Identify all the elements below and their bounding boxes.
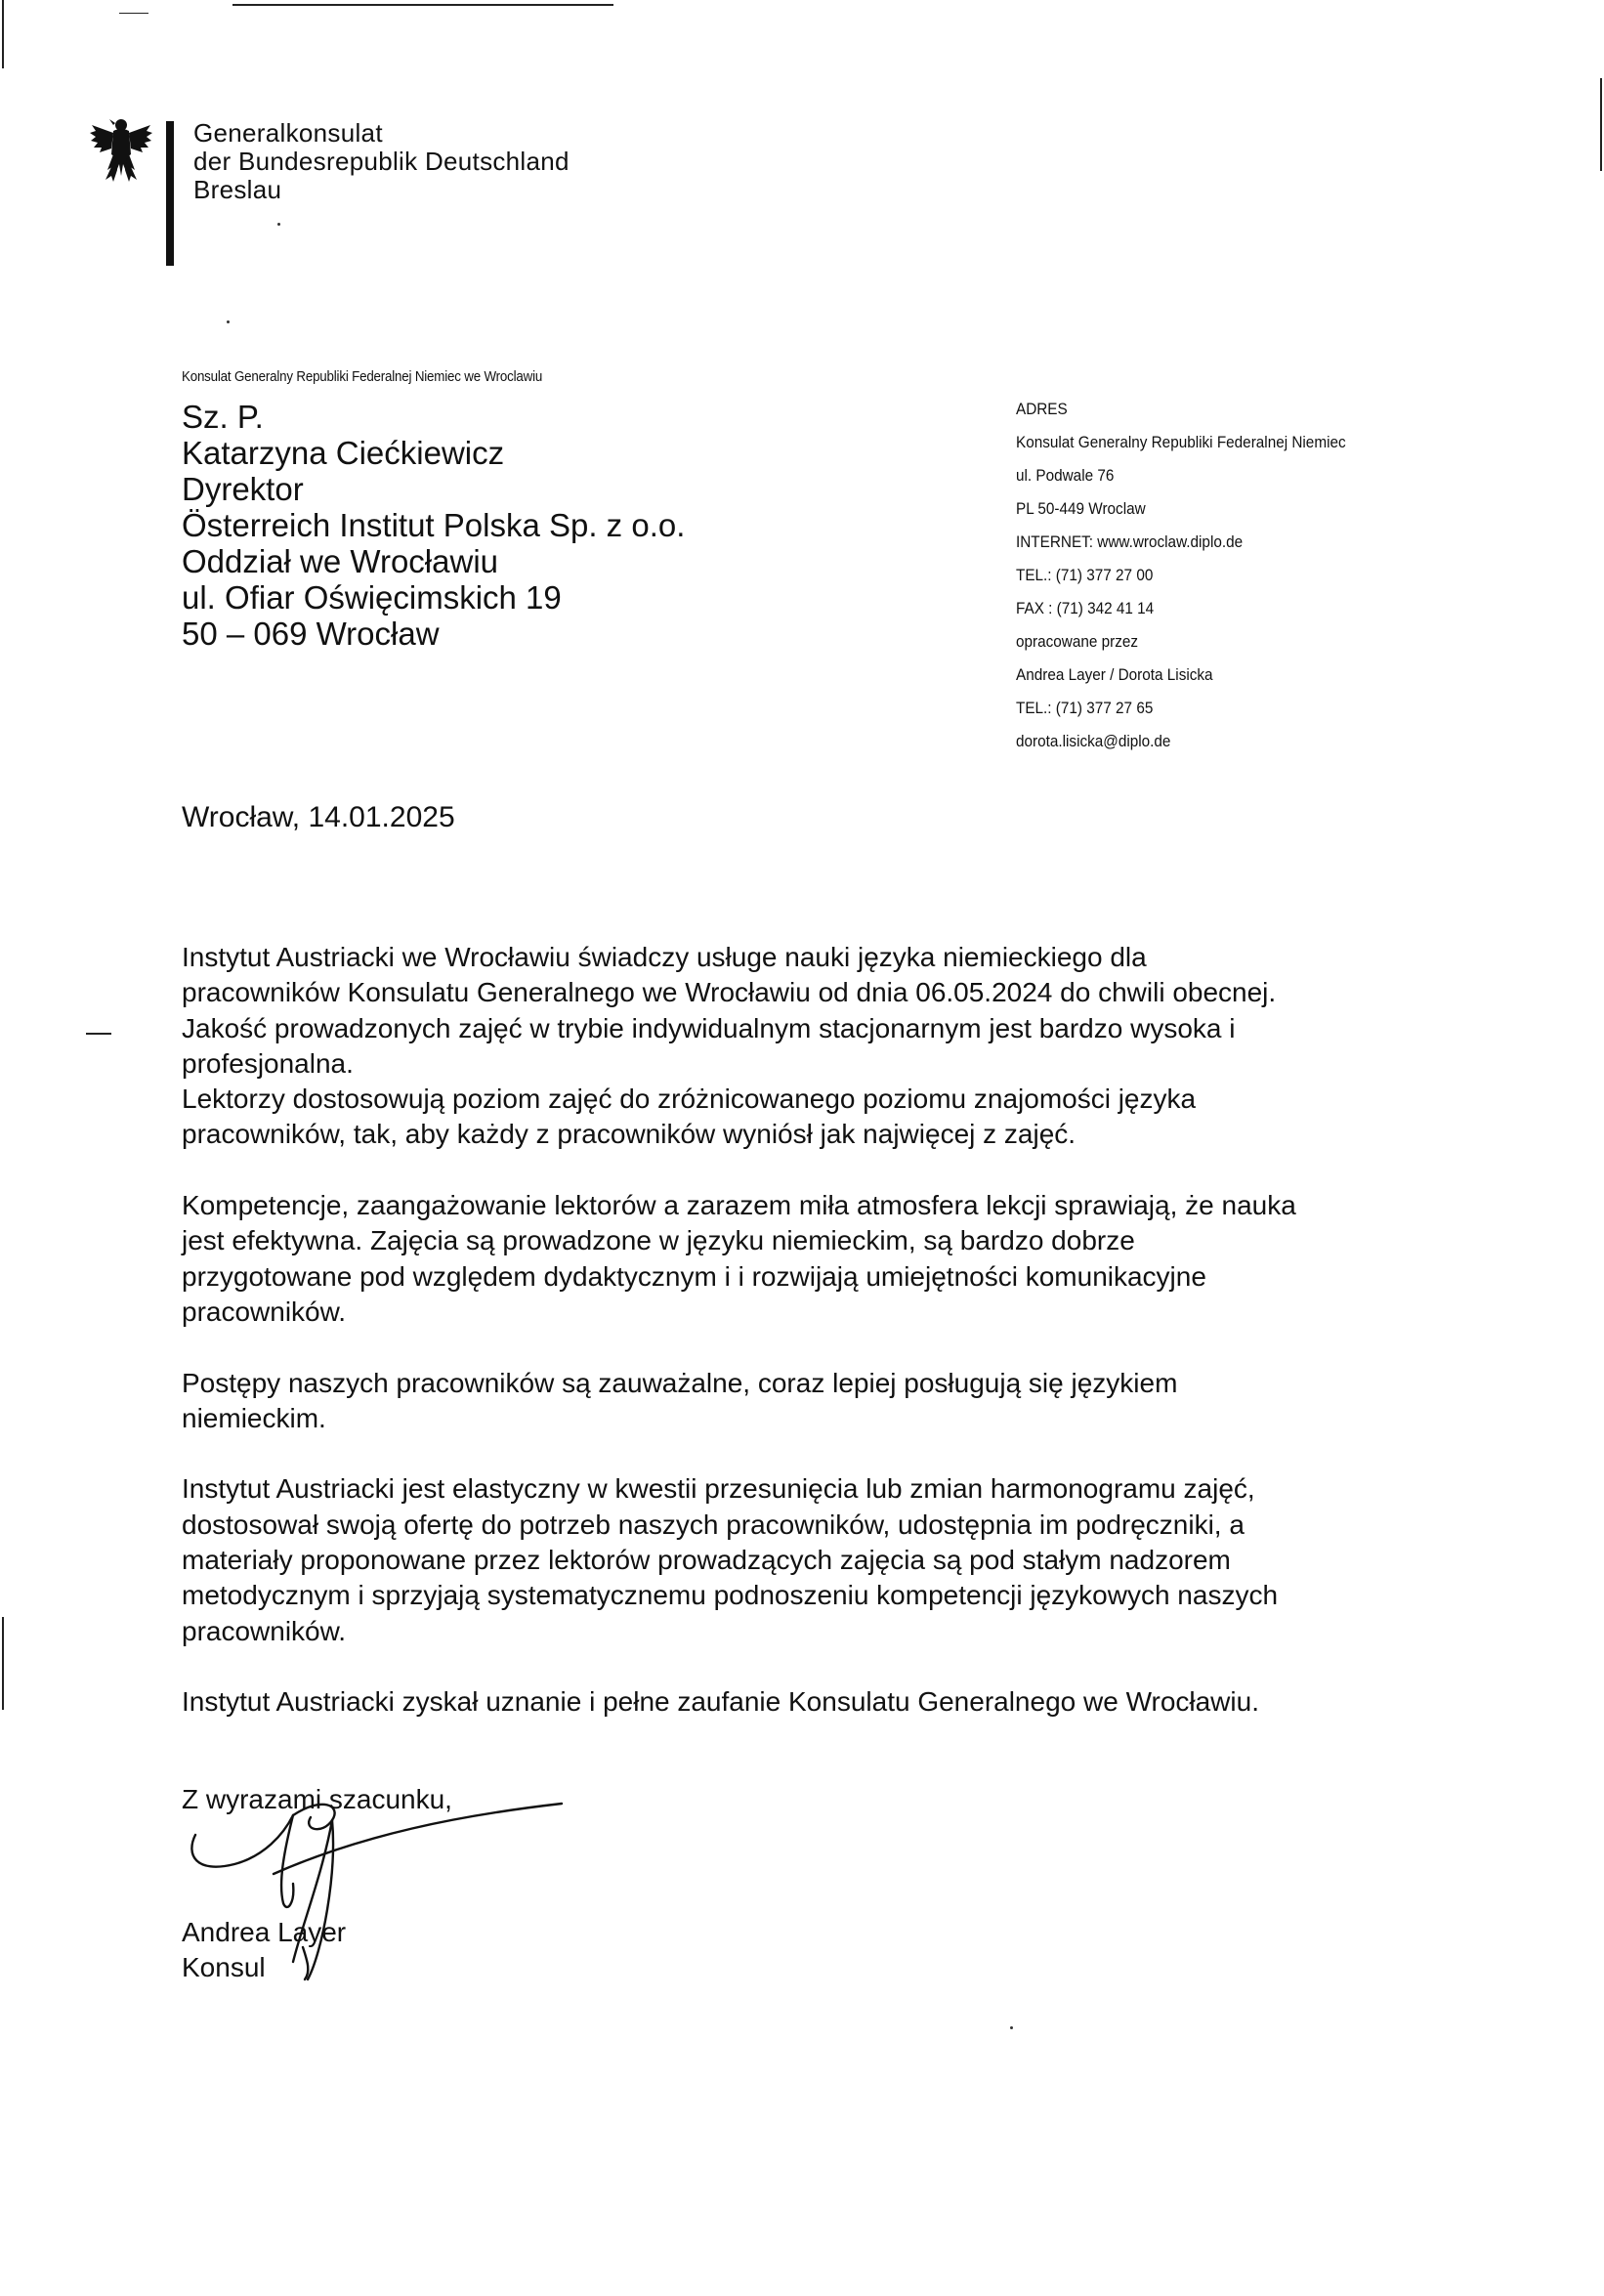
recipient-role: Dyrektor [182,471,304,507]
recipient-branch: Oddział we Wrocławiu [182,543,499,579]
recipient-street: ul. Ofiar Oświęcimskich 19 [182,579,562,616]
body-line: Instytut Austriacki we Wrocławiu świadczy usługe nauki języka niemieckiego dla [182,942,1147,972]
signer-name: Andrea Layer [182,1917,347,1947]
body-paragraph-1 [182,940,1442,1153]
recipient-salutation: Sz. P. [182,399,264,435]
body-paragraph-2 [182,1188,1442,1330]
scan-dot [277,223,280,226]
scan-right-edge [1600,78,1602,171]
body-line: dostosował swoją ofertę do potrzeb naszych pracowników, udostępnia im podręczniki, a [182,1509,1245,1540]
body-line: Postępy naszych pracowników są zauważalne, coraz lepiej posługują się językiem [182,1367,1178,1398]
recipient-company: Österreich Institut Polska Sp. z o.o. [182,507,686,543]
body-line: pracowników, tak, aby każdy z pracowników wyniósł jak najwięcej z zajęć. [182,1119,1076,1150]
margin-dash-mark [86,1033,111,1035]
scan-dot [227,320,230,323]
body-paragraph-3 [182,1366,1442,1437]
recipient-name: Katarzyna Ciećkiewicz [182,435,505,471]
body-line: Instytut Austriacki jest elastyczny w kwestii przesunięcia lub zmian harmonogramu zajęć, [182,1473,1255,1505]
sender-return-line: Konsulat Generalny Republiki Federalnej Niemiec we Wroclawiu [182,369,543,385]
scan-top-rule-short [119,13,148,14]
scan-left-edge-lower [2,1617,4,1710]
scan-top-rule [232,4,613,6]
letter-body [182,940,1442,1756]
body-line: przygotowane pod względem dydaktycznym i i rozwijają umiejętności komunikacyjne [182,1260,1206,1292]
letterhead-bar [166,121,174,266]
body-line: jest efektywna. Zajęcia są prowadzone w języku niemieckim, są bardzo dobrze [182,1225,1135,1256]
body-line: Lektorzy dostosowują poziom zajęć do zróżnicowanego poziomu znajomości języka [182,1084,1197,1115]
body-line: pracowników. [182,1615,347,1646]
recipient-city: 50 – 069 Wrocław [182,616,440,652]
body-line: Kompetencje, zaangażowanie lektorów a zarazem miła atmosfera lekcji sprawiają, że nauka [182,1190,1296,1221]
letterhead-line-3: Breslau [193,175,282,204]
scan-dot [1010,2026,1013,2029]
address-tel-2: TEL.: (71) 377 27 65 [1016,699,1154,717]
body-line: metodycznym i sprzyjają systematycznemu podnoszeniu kompetencji językowych naszych [182,1580,1279,1611]
address-org: Konsulat Generalny Republiki Federalnej Niemiec [1016,433,1346,451]
address-prepared-label: opracowane przez [1016,632,1139,651]
body-line: profesjonalna. [182,1047,354,1079]
scan-left-edge [2,0,4,68]
signer-block [182,1915,346,1985]
address-tel: TEL.: (71) 377 27 00 [1016,566,1154,584]
letterhead-line-2: der Bundesrepublik Deutschland [193,147,570,176]
federal-eagle-icon [90,115,152,184]
body-line: Jakość prowadzonych zajęć w trybie indywidualnym stacjonarnym jest bardzo wysoka i [182,1012,1236,1043]
body-line: pracowników Konsulatu Generalnego we Wrocławiu od dnia 06.05.2024 do chwili obecnej. [182,977,1277,1008]
address-fax: FAX : (71) 342 41 14 [1016,599,1155,617]
address-email: dorota.lisicka@diplo.de [1016,732,1171,750]
body-line: materiały proponowane przez lektorów prowadzących zajęcia są pod stałym nadzorem [182,1545,1231,1576]
letterhead-title [193,119,570,204]
address-prepared-by: Andrea Layer / Dorota Lisicka [1016,665,1213,684]
address-street: ul. Podwale 76 [1016,466,1115,485]
consulate-address-block [1016,393,1346,758]
body-line: niemieckim. [182,1402,326,1433]
letterhead-line-1: Generalkonsulat [193,118,383,148]
body-paragraph-5 [182,1684,1442,1720]
letter-date: Wrocław, 14.01.2025 [182,801,455,833]
address-city: PL 50-449 Wroclaw [1016,499,1146,518]
address-heading: ADRES [1016,400,1068,418]
body-line: Instytut Austriacki zyskał uznanie i pełne zaufanie Konsulatu Generalnego we Wrocławiu. [182,1686,1259,1718]
body-line: pracowników. [182,1296,347,1327]
signer-title: Konsul [182,1952,266,1982]
closing-phrase: Z wyrazami szacunku, [182,1784,452,1814]
recipient-address [182,399,685,652]
address-internet: INTERNET: www.wroclaw.diplo.de [1016,532,1244,551]
body-paragraph-4 [182,1471,1442,1648]
